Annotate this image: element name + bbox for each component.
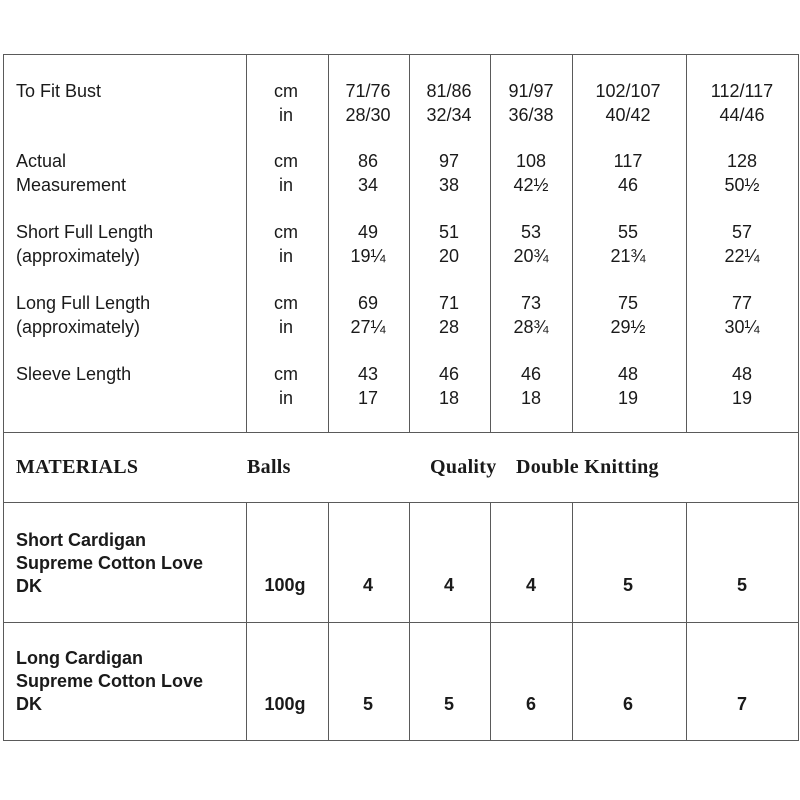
size-value: 28	[438, 317, 460, 337]
size-value: 38	[438, 175, 460, 195]
ball-count: 4	[525, 575, 536, 595]
size-value: 69	[357, 293, 379, 313]
divider-material-items	[3, 622, 798, 623]
unit-label: cm	[274, 222, 298, 242]
table-border-bottom	[3, 740, 798, 741]
size-value: 44/46	[719, 105, 765, 125]
size-value: 55	[617, 222, 639, 242]
unit-label: cm	[274, 81, 298, 101]
size-value: 19	[731, 388, 753, 408]
size-value: 86	[357, 151, 379, 171]
size-value: 50½	[724, 175, 760, 195]
size-value: 73	[520, 293, 542, 313]
unit-label: cm	[274, 293, 298, 313]
table-border-top	[3, 54, 798, 55]
yarn-name: DK	[16, 576, 42, 596]
yarn-name: Long Cardigan	[16, 648, 143, 668]
ball-count: 6	[525, 694, 536, 714]
size-value: 112/117	[710, 81, 774, 101]
materials-heading: MATERIALS	[16, 456, 139, 478]
quality-label: Quality	[430, 456, 497, 478]
unit-label: in	[278, 388, 293, 408]
ball-count: 5	[443, 694, 454, 714]
ball-count: 7	[736, 694, 747, 714]
measurement-label: (approximately)	[16, 317, 141, 337]
unit-label: cm	[274, 364, 298, 384]
size-value: 28/30	[345, 105, 391, 125]
column-divider	[686, 54, 687, 432]
ball-count: 5	[362, 694, 373, 714]
yarn-name: DK	[16, 694, 42, 714]
unit-label: in	[278, 246, 293, 266]
size-value: 108	[515, 151, 547, 171]
yarn-weight: 100g	[264, 575, 306, 595]
yarn-weight: 100g	[264, 694, 306, 714]
size-value: 42½	[513, 175, 549, 195]
size-value: 46	[520, 364, 542, 384]
size-value: 81/86	[426, 81, 472, 101]
size-value: 117	[613, 151, 643, 171]
size-value: 57	[731, 222, 753, 242]
size-value: 53	[520, 222, 542, 242]
size-value: 43	[357, 364, 379, 384]
size-value: 49	[357, 222, 379, 242]
yarn-name: Supreme Cotton Love	[16, 553, 204, 573]
quality-value: Double Knitting	[516, 456, 659, 478]
divider-sizes-materials	[3, 432, 798, 433]
measurement-label: To Fit Bust	[16, 81, 102, 101]
size-value: 22¼	[724, 246, 760, 266]
table-border-right	[798, 54, 799, 741]
measurement-label: Measurement	[16, 175, 127, 195]
size-value: 51	[438, 222, 460, 242]
size-value: 20	[438, 246, 460, 266]
size-value: 18	[438, 388, 460, 408]
ball-count: 4	[443, 575, 454, 595]
size-value: 27¼	[350, 317, 386, 337]
size-value: 29½	[610, 317, 646, 337]
yarn-name: Supreme Cotton Love	[16, 671, 204, 691]
size-value: 128	[726, 151, 758, 171]
unit-label: in	[278, 175, 293, 195]
yarn-name: Short Cardigan	[16, 530, 147, 550]
size-value: 19¼	[350, 246, 386, 266]
size-value: 46	[438, 364, 460, 384]
balls-label: Balls	[247, 456, 291, 478]
size-value: 30¼	[724, 317, 760, 337]
size-value: 34	[357, 175, 379, 195]
size-value: 28¾	[513, 317, 549, 337]
measurement-label: Sleeve Length	[16, 364, 132, 384]
size-value: 21¾	[610, 246, 646, 266]
size-value: 17	[357, 388, 379, 408]
ball-count: 5	[736, 575, 747, 595]
measurement-label: Long Full Length	[16, 293, 151, 313]
size-value: 46	[617, 175, 639, 195]
unit-label: cm	[274, 151, 298, 171]
size-value: 48	[617, 364, 639, 384]
size-value: 71	[438, 293, 460, 313]
table-border-left	[3, 54, 4, 740]
size-value: 20¾	[513, 246, 549, 266]
unit-label: in	[278, 105, 293, 125]
size-value: 19	[617, 388, 639, 408]
divider-materials-header	[3, 502, 798, 503]
measurement-label: Short Full Length	[16, 222, 154, 242]
ball-count: 6	[622, 694, 633, 714]
size-value: 48	[731, 364, 753, 384]
size-value: 75	[617, 293, 639, 313]
ball-count: 5	[622, 575, 633, 595]
size-value: 71/76	[345, 81, 391, 101]
ball-count: 4	[362, 575, 373, 595]
size-value: 32/34	[426, 105, 472, 125]
measurement-label: (approximately)	[16, 246, 141, 266]
column-divider	[686, 502, 687, 740]
measurement-label: Actual	[16, 151, 67, 171]
size-value: 18	[520, 388, 542, 408]
size-value: 91/97	[508, 81, 554, 101]
size-value: 97	[438, 151, 460, 171]
size-value: 102/107	[595, 81, 661, 101]
size-value: 40/42	[605, 105, 651, 125]
size-value: 36/38	[508, 105, 554, 125]
unit-label: in	[278, 317, 293, 337]
size-value: 77	[731, 293, 753, 313]
